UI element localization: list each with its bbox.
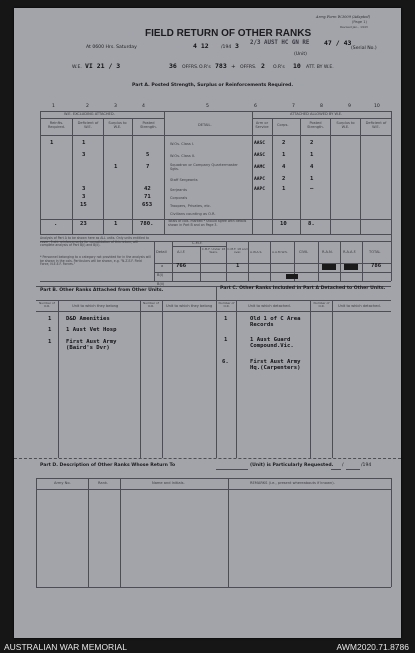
table-line <box>318 241 319 281</box>
table-line <box>36 478 391 479</box>
part-d-year: /194 <box>361 463 372 468</box>
table-line <box>172 241 173 281</box>
part-d-header: Army No. <box>54 481 71 485</box>
cell: – <box>310 186 314 192</box>
table-line <box>40 281 391 282</box>
table-line <box>272 118 273 234</box>
footer-right: AWM2020.71.8786 <box>336 642 409 652</box>
row-detail: Squadron or Company Quartermaster Sgts. <box>170 163 238 172</box>
table-line <box>120 478 121 587</box>
col-number: 6 <box>254 104 257 109</box>
cell: AASC <box>254 153 266 158</box>
analysis-header: A.A.M.W.S. <box>272 250 288 254</box>
year-digit: 3 <box>235 42 239 50</box>
part-b-unit: First Aust Army (Baird's Dvr) <box>66 339 117 352</box>
row-detail: Civilians counting as O.R. <box>170 212 216 216</box>
part-d-header: Name and Initials. <box>152 481 185 485</box>
cell: AAPC <box>254 187 266 192</box>
part-d-title: Part D. Description of Other Ranks Whose Return To <box>40 463 176 468</box>
table-line <box>252 111 253 234</box>
cell: 71 <box>144 194 151 200</box>
total-cell: 23 <box>80 221 87 227</box>
col-header: Deficient of W.E. <box>77 121 99 130</box>
cell: 42 <box>144 186 151 192</box>
part-c-header: Number of O.R. <box>313 301 330 309</box>
redaction-mark <box>286 274 298 279</box>
row-detail: W.Os. Class I. <box>170 142 195 146</box>
analysis-note: * Personnel belonging to a category not provided for in the analysis will be shown in the cols. Particulars will be shown, e.g. "N.Z.E.F. Field Force, N.E.E.F. Forces." <box>40 255 151 267</box>
col-header: Corps. <box>277 123 289 127</box>
part-c-num: 1 <box>224 316 228 322</box>
col-header: DETAIL. <box>198 123 212 127</box>
col-number: 7 <box>292 104 295 109</box>
cell: 3 <box>82 152 86 158</box>
analysis-header: R.A.N. <box>322 250 333 254</box>
fill-line <box>216 469 248 470</box>
redaction-mark <box>344 264 358 270</box>
analysis-header: C.M.F. Under 18 Years. <box>201 247 226 255</box>
part-c-num: 6. <box>222 359 229 365</box>
at-label: At 0600 Hrs. Saturday <box>86 45 137 50</box>
part-c-header: Number of O.R. <box>218 301 235 309</box>
analysis-header: A.I.F. <box>177 250 186 254</box>
offrs-label: OFFRS. <box>182 65 199 70</box>
cell: 1 <box>282 152 286 158</box>
col-header: Reinfts. Required. <box>47 121 66 130</box>
part-b-header: Unit to which they belong <box>72 304 119 308</box>
total-cell: . <box>54 221 58 227</box>
total-cell: 780. <box>140 221 154 227</box>
part-b-header: Number of O.R. <box>39 301 55 309</box>
table-line <box>391 111 392 281</box>
table-line <box>88 478 89 587</box>
ors-value: 783 <box>215 62 227 70</box>
row-label: a <box>161 264 164 268</box>
analysis-text: Analysis of Part A to be shown here as ALL units. Only units entitled to cover, 5 att. reinforcements for consolidation of this return, will complete analysis of Part B(i) and B(ii). <box>40 236 149 248</box>
table-line <box>72 118 73 234</box>
col-number: 8 <box>320 104 323 109</box>
cell: 3 <box>82 186 86 192</box>
col-number: 1 <box>52 104 55 109</box>
cell: AAMC <box>254 165 266 170</box>
form-sheet <box>14 8 401 638</box>
col-header: Posted Strength. <box>307 121 324 130</box>
table-line <box>340 241 341 281</box>
col-number: 3 <box>114 104 117 109</box>
analysis-header: TOTAL <box>369 250 381 254</box>
table-line <box>36 311 391 312</box>
plus-sign: + <box>231 64 236 70</box>
total-cell: 10 <box>280 221 287 227</box>
row-detail: Corporals <box>170 196 188 200</box>
analysis-total: 786 <box>371 263 382 269</box>
analysis-header: C.M.F. 18 and over. <box>227 247 248 255</box>
total-cell: 8. <box>308 221 315 227</box>
part-c-unit: First Aust Army Hq.(Carpenters) <box>250 359 301 372</box>
table-line <box>332 300 333 458</box>
table-line <box>216 300 391 301</box>
part-b-unit: D&D Amenities <box>66 316 110 322</box>
cell: 1 <box>114 164 118 170</box>
we-label: W.E. <box>72 65 82 70</box>
table-line <box>40 111 41 234</box>
year-label: /194 <box>221 45 232 50</box>
table-line <box>103 118 104 234</box>
row-label: B(ii) <box>157 282 165 286</box>
table-line <box>132 118 133 234</box>
table-line <box>330 118 331 234</box>
col-number: 2 <box>86 104 89 109</box>
part-c-unit: Old 1 of C Area Records <box>250 316 301 329</box>
archive-footer <box>0 640 415 653</box>
part-c-title: Part C. Other Ranks Included in Part A Detached to Other Units. <box>220 286 386 291</box>
cell: 7 <box>146 164 150 170</box>
cell: 5 <box>146 152 150 158</box>
we-value: VI 21 / 3 <box>85 62 121 70</box>
page-label: (Page 1) <box>352 20 367 24</box>
table-line <box>236 300 237 458</box>
cell: AAPC <box>254 177 266 182</box>
table-line <box>36 489 391 490</box>
date-value: 4 12 <box>193 42 209 50</box>
cell: AASC <box>254 141 266 146</box>
analysis-header: CIVIL <box>299 250 309 254</box>
part-b-num: 1 <box>48 339 52 345</box>
col-number: 5 <box>206 104 209 109</box>
row-detail: Staff Sergeants <box>170 178 198 182</box>
analysis-header: C.M.F. <box>192 241 203 245</box>
table-line <box>154 272 391 273</box>
cell: 3 <box>82 194 86 200</box>
part-d-title-tail: (Unit) is Particularly Requested. <box>250 463 334 468</box>
col-header: Surplus to W.E. <box>336 121 355 130</box>
part-a-title: Part A. Posted Strength, Surplus or Reinforcements Required. <box>132 83 294 88</box>
part-c-unit: 1 Aust Guard Compound.Vic. <box>250 337 294 350</box>
table-line <box>40 234 391 235</box>
serial-value: 47 / 43 <box>324 39 352 47</box>
table-line <box>360 118 361 234</box>
footer-left: AUSTRALIAN WAR MEMORIAL <box>4 642 127 652</box>
cell: 4 <box>310 164 314 170</box>
table-line <box>300 118 301 234</box>
ors2-value: 10 <box>293 62 301 70</box>
table-line <box>36 300 216 301</box>
army-form-label: Army Form W.3009 (Adapted) <box>316 15 371 19</box>
form-title: FIELD RETURN OF OTHER RANKS <box>145 28 312 39</box>
fill-line <box>346 469 360 470</box>
analysis-header: Detail <box>156 250 167 254</box>
offrs2-value: 2 <box>261 62 265 70</box>
cell: 2 <box>282 140 286 146</box>
table-line <box>164 111 165 234</box>
row-detail: W.Os. Class II. <box>170 154 196 158</box>
fill-line <box>331 469 341 470</box>
table-line <box>391 478 392 587</box>
table-line <box>58 300 59 458</box>
table-line <box>310 300 311 458</box>
table-line <box>140 300 141 458</box>
cell: 1 <box>282 186 286 192</box>
ors2-label: O.R's <box>273 65 285 70</box>
att-label: ATT. BY W.E. <box>306 65 334 70</box>
revised-label: Revised Jan., 1943 <box>340 25 368 29</box>
offrs2-label: OFFRS. <box>240 65 257 70</box>
cell: 1 <box>310 152 314 158</box>
col-header: Surplus to W.E. <box>108 121 127 130</box>
analysis-header: A.W.A.S. <box>250 250 263 254</box>
part-c-num: 1 <box>224 337 228 343</box>
table-line <box>362 241 363 281</box>
part-b-header: Number of O.R. <box>143 301 159 309</box>
table-line <box>270 241 271 281</box>
col-header: Arm or Service <box>255 121 269 130</box>
part-d-header: REMARKS (i.e., present whereabouts if known). <box>250 481 335 485</box>
part-c-header: Unit to which detached. <box>248 304 291 308</box>
part-b-num: 1 <box>48 316 52 322</box>
totals-note: Totals of cols. marked * should agree with details shown in Part B and on Page 3. <box>168 219 247 227</box>
part-b-header: Unit to which they belong <box>166 304 213 308</box>
row-detail: Troopers, Privates, etc. <box>170 204 212 208</box>
cell: 1 <box>50 140 54 146</box>
analysis-header: R.A.A.F. <box>343 250 357 254</box>
we-group-header: W.E. EXCLUDING ATTACHED. <box>64 112 115 116</box>
part-c-header: Unit to which detached. <box>338 304 381 308</box>
offrs-value: 36 <box>169 62 177 70</box>
table-line <box>36 587 391 588</box>
analysis-cmf: 1 <box>236 263 240 269</box>
table-line <box>162 300 163 458</box>
col-header: Posted Strength. <box>140 121 157 130</box>
redaction-mark <box>322 264 336 270</box>
col-number: 9 <box>348 104 351 109</box>
table-line <box>248 241 249 281</box>
unit-label: (Unit) <box>294 52 307 57</box>
att-group-header: ATTACHED ALLOWED BY W.E. <box>290 112 343 116</box>
table-line <box>40 135 391 136</box>
table-line <box>40 118 164 119</box>
cell: 1 <box>310 176 314 182</box>
cell: 2 <box>282 176 286 182</box>
cell: 15 <box>80 202 87 208</box>
part-d-slash: / <box>342 463 344 468</box>
row-label: B(i) <box>157 273 164 277</box>
serial-label: (Serial No.) <box>351 46 377 51</box>
cell: 4 <box>282 164 286 170</box>
row-detail: Serjeants <box>170 188 187 192</box>
analysis-aif: 766 <box>176 263 187 269</box>
part-b-unit: 1 Aust Vet Hosp <box>66 327 117 333</box>
ors-label: O.R's <box>199 65 211 70</box>
col-number: 10 <box>374 104 380 109</box>
cell: 2 <box>310 140 314 146</box>
col-number: 4 <box>142 104 145 109</box>
cell: 653 <box>142 202 153 208</box>
unit-stamp: 2/3 AUST HC GN RE <box>250 40 310 46</box>
table-line <box>154 241 155 281</box>
col-header: Deficient of W.E. <box>365 121 387 130</box>
table-line <box>228 478 229 587</box>
part-d-header: Rank. <box>98 481 109 485</box>
part-b-num: 1 <box>48 327 52 333</box>
part-b-title: Part B. Other Ranks Attached from Other Units. <box>40 288 164 293</box>
perforation-line <box>14 458 401 459</box>
total-cell: 1 <box>114 221 118 227</box>
table-line <box>36 478 37 587</box>
cell: 1 <box>82 140 86 146</box>
